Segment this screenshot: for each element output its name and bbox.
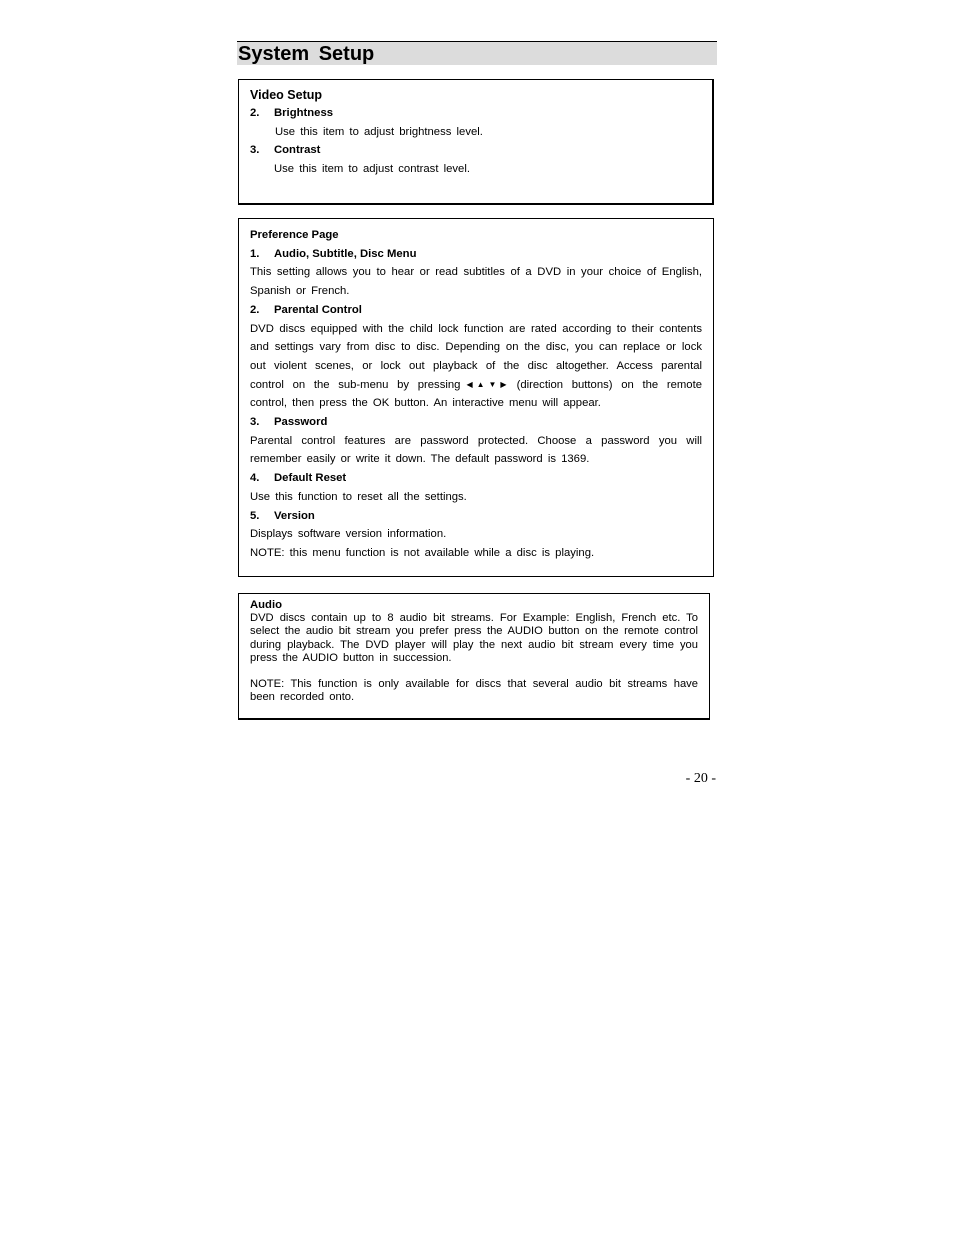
item-heading-label: Audio, Subtitle, Disc Menu (274, 247, 417, 260)
video-setup-title: Video Setup (250, 88, 323, 102)
item-heading-label: Version (274, 509, 315, 522)
item-number: 5. (250, 509, 260, 522)
default-reset-description: Use this function to reset all the settings. (250, 490, 467, 503)
item-number: 2. (250, 303, 260, 316)
item-number: 4. (250, 472, 260, 485)
version-heading (250, 507, 702, 526)
audio-subtitle-disc-menu-description: This setting allows you to hear or read subtitles of a DVD in your choice of English, Spanish or French. (250, 266, 702, 298)
version-description: Displays software version information. (250, 528, 447, 541)
audio-subtitle-disc-menu-heading (250, 245, 702, 264)
preference-note: NOTE: this menu function is not available while a disc is playing. (250, 546, 595, 559)
item-heading-label: Brightness (274, 107, 334, 119)
preference-page-box (238, 218, 714, 577)
item-heading-label: Parental Control (274, 303, 362, 316)
brightness-description: Use this item to adjust brightness level. (275, 125, 483, 138)
page-title: System Setup (238, 43, 375, 65)
parental-control-description (250, 320, 702, 414)
audio-note: NOTE: This function is only available for discs that several audio bit streams have been recorded onto. (250, 678, 698, 704)
brightness-heading (250, 104, 701, 123)
item-heading-label: Password (274, 416, 328, 429)
item-number: 3. (250, 416, 260, 429)
video-setup-box (238, 79, 714, 205)
item-heading-label: Contrast (274, 144, 321, 157)
password-description: Parental control features are password protected. Choose a password you will remember easily or write it down. The default password is 1369. (250, 434, 702, 466)
item-number: 3. (250, 144, 260, 157)
contrast-heading (250, 141, 701, 160)
direction-buttons-icon: ◀▲▼▶ (466, 379, 511, 389)
password-heading (250, 413, 702, 432)
item-number: 2. (250, 107, 260, 119)
default-reset-heading (250, 469, 702, 488)
page-number: - 20 - (685, 771, 716, 786)
audio-description: DVD discs contain up to 8 audio bit streams. For Example: English, French etc. To select the audio bit stream you prefer press the AUDIO button on the remote control during playback. The DVD player will play the next audio bit stream every time you press the AUDIO button in succession. (250, 612, 698, 664)
item-heading-label: Default Reset (274, 472, 347, 485)
preference-page-title: Preference Page (250, 229, 339, 241)
page-title-bar (237, 41, 717, 65)
audio-box (238, 593, 710, 720)
spacer (250, 665, 698, 678)
item-number: 1. (250, 247, 260, 260)
parental-control-text-before: DVD discs equipped with the child lock function are rated according to their contents and settings vary from disc to disc. Depending on the disc, you can replace or lock out violent scenes, or lock out playback of the disc altogether. Access parental control on the sub-menu by pressing (250, 322, 702, 391)
parental-control-text-after: (direction buttons) on the remote control, then press the OK button. An interactive menu will appear. (250, 378, 702, 410)
parental-control-heading (250, 301, 702, 320)
audio-title: Audio (250, 599, 282, 611)
contrast-description: Use this item to adjust contrast level. (274, 163, 470, 176)
